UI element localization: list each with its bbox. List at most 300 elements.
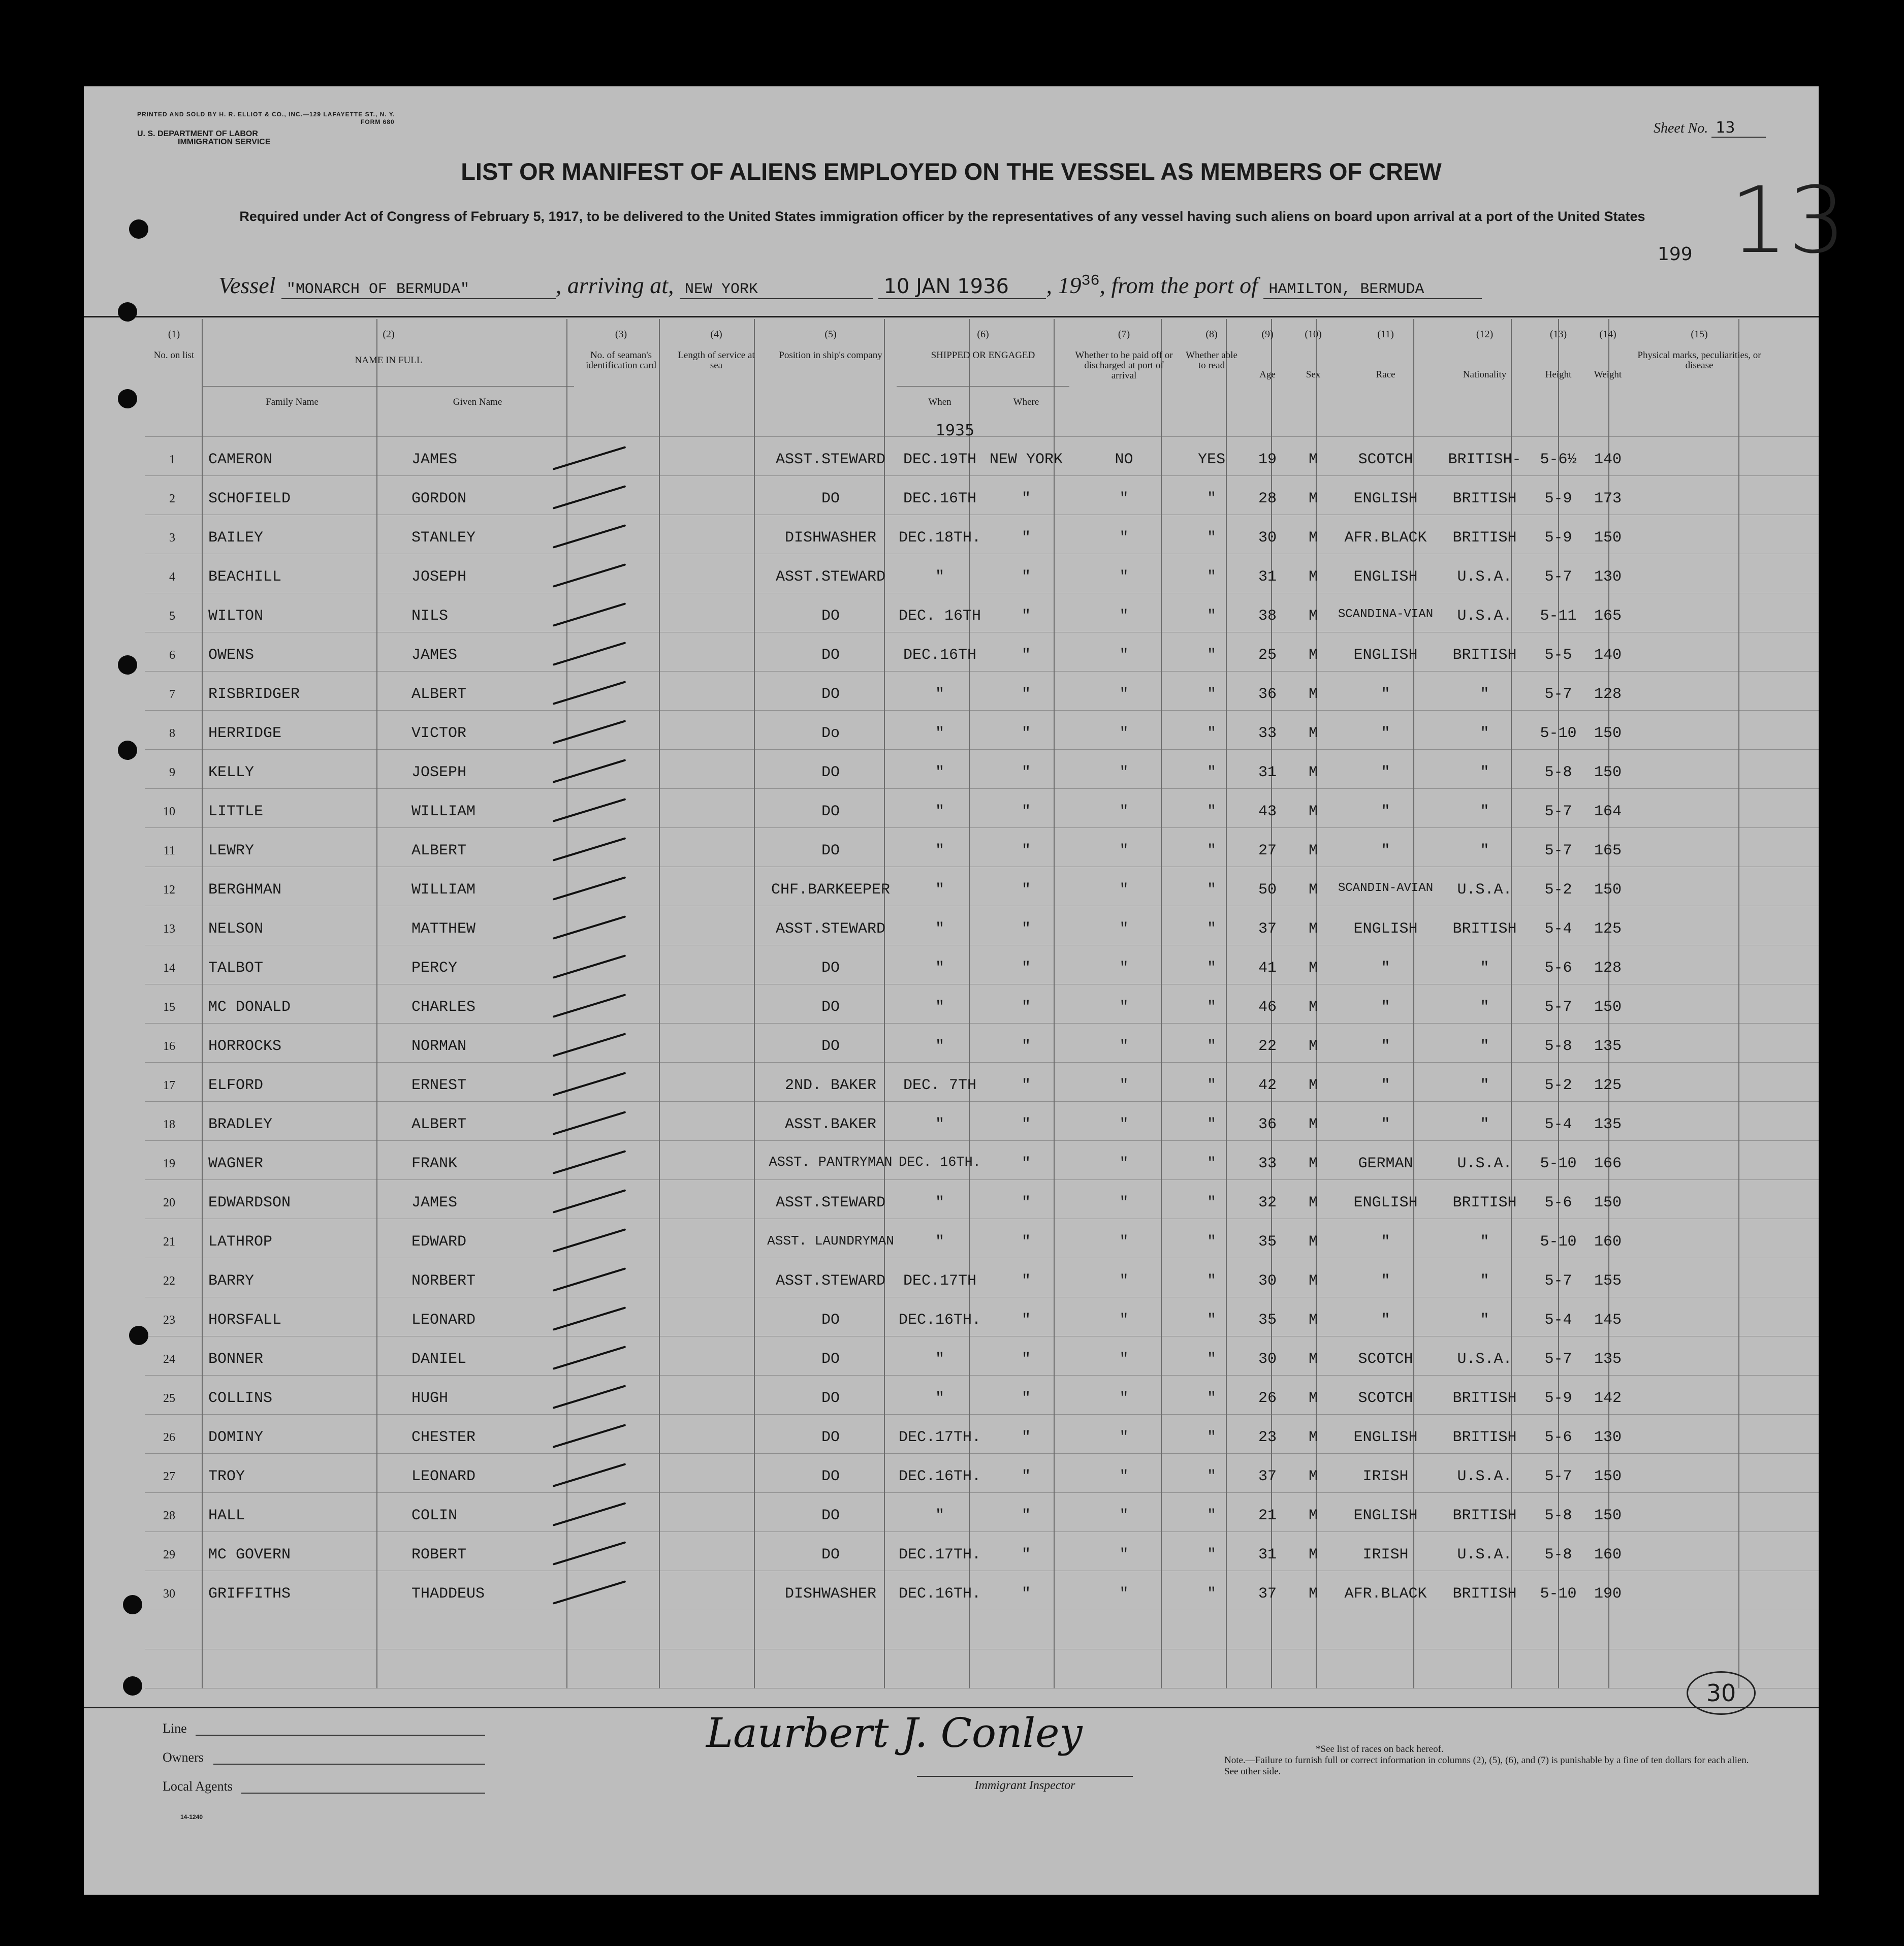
c9-label: Age — [1259, 369, 1276, 380]
cell-age: 22 — [1258, 1038, 1277, 1055]
cell-paid: " — [1119, 1155, 1129, 1172]
punch-hole — [129, 219, 148, 239]
line-field — [196, 1735, 485, 1736]
c12-label: Nationality — [1463, 369, 1507, 380]
cell-sex: M — [1308, 1429, 1318, 1446]
cell-age: 50 — [1258, 881, 1277, 899]
cell-read: " — [1207, 999, 1216, 1016]
circled-total: 30 — [1687, 1671, 1756, 1715]
row-number: 7 — [169, 688, 175, 701]
cell-where: " — [1021, 568, 1031, 586]
vessel-label: Vessel — [218, 272, 276, 298]
local-agents-label: Local Agents — [163, 1779, 233, 1794]
cell-position: DO — [821, 803, 840, 820]
row-number: 30 — [163, 1587, 175, 1601]
owners-field — [213, 1764, 485, 1765]
cell-read: " — [1207, 764, 1216, 781]
cell-weight: 130 — [1594, 568, 1622, 586]
cell-given: NORMAN — [411, 1038, 467, 1055]
cell-paid: " — [1119, 1429, 1129, 1446]
cell-nationality: U.S.A. — [1457, 1468, 1512, 1485]
cell-weight: 155 — [1594, 1272, 1622, 1290]
cell-weight: 135 — [1594, 1038, 1622, 1055]
cell-given: ALBERT — [411, 686, 467, 703]
races-note: *See list of races on back hereof. — [1316, 1744, 1444, 1754]
cell-family: HERRIDGE — [208, 725, 282, 742]
cell-read: " — [1207, 1546, 1216, 1564]
cell-nationality: " — [1480, 960, 1489, 977]
cell-where: " — [1021, 1272, 1031, 1290]
cell-paid: " — [1119, 1351, 1129, 1368]
cell-where: " — [1021, 1194, 1031, 1211]
cell-where: " — [1021, 1038, 1031, 1055]
cell-race: AFR.BLACK — [1344, 529, 1427, 547]
cell-paid: " — [1119, 647, 1129, 664]
cell-given: COLIN — [411, 1507, 458, 1524]
cell-family: TALBOT — [208, 960, 264, 977]
cell-nationality: U.S.A. — [1457, 881, 1512, 899]
cell-nationality: U.S.A. — [1457, 608, 1512, 625]
cell-position: CHF.BARKEEPER — [771, 881, 891, 899]
cell-read: " — [1207, 1390, 1216, 1407]
cell-nationality: " — [1480, 1312, 1489, 1329]
cell-where: " — [1021, 803, 1031, 820]
row-number: 28 — [163, 1509, 175, 1522]
cell-nationality: " — [1480, 1233, 1489, 1251]
cell-nationality: " — [1480, 764, 1489, 781]
cell-age: 28 — [1258, 490, 1277, 507]
cell-when: " — [935, 1233, 944, 1251]
cell-race: " — [1381, 1272, 1390, 1290]
cell-family: NELSON — [208, 920, 264, 938]
cell-weight: 150 — [1594, 999, 1622, 1016]
grid-row — [145, 1610, 1819, 1649]
cell-family: OWENS — [208, 647, 255, 664]
cell-height: 5-7 — [1544, 686, 1572, 703]
c13-number: (13) — [1549, 329, 1567, 340]
cell-read: " — [1207, 1312, 1216, 1329]
cell-age: 35 — [1258, 1312, 1277, 1329]
cell-nationality: " — [1480, 1077, 1489, 1094]
cell-weight: 130 — [1594, 1429, 1622, 1446]
cell-age: 27 — [1258, 842, 1277, 859]
cell-nationality: " — [1480, 1272, 1489, 1290]
cell-height: 5-7 — [1544, 1351, 1572, 1368]
cell-position: ASST.STEWARD — [775, 568, 886, 586]
cell-sex: M — [1308, 1351, 1318, 1368]
cell-weight: 150 — [1594, 529, 1622, 547]
cell-paid: " — [1119, 529, 1129, 547]
cell-family: BRADLEY — [208, 1116, 273, 1133]
family-name-header: Family Name — [266, 397, 319, 407]
cell-read: " — [1207, 842, 1216, 859]
c10-number: (10) — [1305, 329, 1322, 340]
row-number: 3 — [169, 531, 175, 545]
cell-sex: M — [1308, 999, 1318, 1016]
cell-nationality: " — [1480, 999, 1489, 1016]
cell-read: " — [1207, 1507, 1216, 1524]
cell-where: " — [1021, 1546, 1031, 1564]
row-number: 17 — [163, 1079, 175, 1092]
cell-height: 5-7 — [1544, 842, 1572, 859]
cell-age: 30 — [1258, 1351, 1277, 1368]
cell-given: ALBERT — [411, 842, 467, 859]
cell-given: JAMES — [411, 451, 458, 468]
cell-when: " — [935, 686, 944, 703]
cell-sex: M — [1308, 647, 1318, 664]
sheet-number-value: 13 — [1711, 119, 1765, 138]
cell-paid: " — [1119, 1585, 1129, 1603]
row-number: 25 — [163, 1392, 175, 1405]
cell-position: DO — [821, 1507, 840, 1524]
cell-race: " — [1381, 803, 1390, 820]
cell-position: ASST. PANTRYMAN — [769, 1155, 893, 1170]
cell-race: ENGLISH — [1353, 1194, 1418, 1211]
cell-position: 2ND. BAKER — [784, 1077, 877, 1094]
page-title: LIST OR MANIFEST OF ALIENS EMPLOYED ON THE VESSEL AS MEMBERS OF CREW — [461, 158, 1442, 185]
cell-age: 41 — [1258, 960, 1277, 977]
row-number: 9 — [169, 766, 175, 779]
cell-paid: " — [1119, 881, 1129, 899]
row-number: 8 — [169, 727, 175, 740]
cell-race: " — [1381, 686, 1390, 703]
cell-given: CHESTER — [411, 1429, 476, 1446]
cell-when: " — [935, 725, 944, 742]
cell-height: 5-7 — [1544, 568, 1572, 586]
cell-race: IRISH — [1362, 1546, 1409, 1564]
cell-family: EDWARDSON — [208, 1194, 291, 1211]
cell-read: " — [1207, 1155, 1216, 1172]
printer-imprint — [137, 111, 395, 126]
cell-position: DO — [821, 490, 840, 507]
c7-number: (7) — [1118, 329, 1130, 340]
cell-read: " — [1207, 725, 1216, 742]
form-code: 14-1240 — [180, 1813, 203, 1821]
cell-nationality: BRITISH — [1452, 1390, 1517, 1407]
punch-hole — [118, 741, 137, 760]
cell-age: 36 — [1258, 1116, 1277, 1133]
cell-age: 46 — [1258, 999, 1277, 1016]
cell-when: DEC.17TH. — [898, 1429, 981, 1446]
row-number: 26 — [163, 1431, 175, 1444]
cell-family: GRIFFITHS — [208, 1585, 291, 1603]
cell-given: ERNEST — [411, 1077, 467, 1094]
cell-family: LATHROP — [208, 1233, 273, 1251]
cell-read: " — [1207, 647, 1216, 664]
cell-paid: " — [1119, 1116, 1129, 1133]
cell-given: DANIEL — [411, 1351, 467, 1368]
cell-paid: " — [1119, 608, 1129, 625]
row-number: 13 — [163, 922, 175, 936]
cell-read: " — [1207, 881, 1216, 899]
c3-number: (3) — [615, 329, 627, 340]
owners-label: Owners — [163, 1750, 204, 1765]
cell-age: 31 — [1258, 568, 1277, 586]
manifest-sheet — [84, 86, 1847, 1895]
cell-race: SCANDINA-VIAN — [1338, 608, 1434, 621]
cell-height: 5-5 — [1544, 647, 1572, 664]
cell-where: " — [1021, 1585, 1031, 1603]
cell-age: 19 — [1258, 451, 1277, 468]
cell-where: " — [1021, 920, 1031, 938]
cell-race: " — [1381, 960, 1390, 977]
cell-paid: " — [1119, 686, 1129, 703]
row-number: 24 — [163, 1353, 175, 1366]
cell-read: " — [1207, 960, 1216, 977]
cell-paid: " — [1119, 490, 1129, 507]
cell-sex: M — [1308, 920, 1318, 938]
cell-when: DEC.16TH — [903, 647, 977, 664]
cell-sex: M — [1308, 1038, 1318, 1055]
cell-age: 31 — [1258, 764, 1277, 781]
cell-given: ROBERT — [411, 1546, 467, 1564]
cell-where: " — [1021, 1155, 1031, 1172]
cell-nationality: " — [1480, 1038, 1489, 1055]
cell-when: " — [935, 920, 944, 938]
cell-nationality: BRITISH — [1452, 529, 1517, 547]
cell-given: STANLEY — [411, 529, 476, 547]
cell-position: DO — [821, 608, 840, 625]
cell-paid: " — [1119, 1546, 1129, 1564]
cell-weight: 135 — [1594, 1351, 1622, 1368]
row-number: 12 — [163, 883, 175, 897]
row-number: 10 — [163, 805, 175, 818]
cell-weight: 128 — [1594, 686, 1622, 703]
cell-position: DO — [821, 764, 840, 781]
cell-family: KELLY — [208, 764, 255, 781]
cell-given: JOSEPH — [411, 764, 467, 781]
cell-weight: 150 — [1594, 1194, 1622, 1211]
punch-hole — [118, 389, 137, 408]
cell-sex: M — [1308, 1468, 1318, 1485]
cell-position: DO — [821, 1351, 840, 1368]
cell-height: 5-11 — [1540, 608, 1577, 625]
cell-sex: M — [1308, 1507, 1318, 1524]
c15-label: Physical marks, peculiarities, or disease — [1637, 350, 1761, 371]
sheet-number-label: Sheet No. — [1654, 120, 1708, 136]
cell-when: DEC.16TH — [903, 490, 977, 507]
cell-age: 21 — [1258, 1507, 1277, 1524]
c12-number: (12) — [1476, 329, 1494, 340]
cell-height: 5-6 — [1544, 960, 1572, 977]
cell-where: " — [1021, 1429, 1031, 1446]
cell-sex: M — [1308, 608, 1318, 625]
cell-paid: " — [1119, 1038, 1129, 1055]
cell-height: 5-9 — [1544, 490, 1572, 507]
cell-race: ENGLISH — [1353, 1507, 1418, 1524]
cell-age: 37 — [1258, 920, 1277, 938]
cell-where: " — [1021, 1468, 1031, 1485]
c9-number: (9) — [1261, 329, 1274, 340]
c7-label: Whether to be paid off or discharged at port of arrival — [1075, 350, 1173, 381]
cell-read: " — [1207, 1468, 1216, 1485]
cell-race: SCANDIN-AVIAN — [1338, 881, 1434, 895]
departure-port: HAMILTON, BERMUDA — [1263, 281, 1482, 299]
cell-weight: 150 — [1594, 764, 1622, 781]
cell-family: HORROCKS — [208, 1038, 282, 1055]
cell-when: " — [935, 1351, 944, 1368]
cell-family: COLLINS — [208, 1390, 273, 1407]
cell-sex: M — [1308, 529, 1318, 547]
cell-where: " — [1021, 842, 1031, 859]
c1-label: No. on list — [153, 350, 195, 361]
cell-given: LEONARD — [411, 1312, 476, 1329]
cell-family: ELFORD — [208, 1077, 264, 1094]
cell-sex: M — [1308, 1077, 1318, 1094]
cell-paid: " — [1119, 1233, 1129, 1251]
cell-when: DEC. 16TH — [898, 608, 981, 625]
cell-where: " — [1021, 490, 1031, 507]
cell-height: 5-7 — [1544, 1272, 1572, 1290]
year-prefix: , 19 — [1046, 272, 1082, 298]
cell-position: DO — [821, 1429, 840, 1446]
cell-age: 30 — [1258, 1272, 1277, 1290]
cell-where: NEW YORK — [989, 451, 1063, 468]
cell-weight: 142 — [1594, 1390, 1622, 1407]
cell-family: LEWRY — [208, 842, 255, 859]
cell-given: NORBERT — [411, 1272, 476, 1290]
cell-position: ASST.STEWARD — [775, 1194, 886, 1211]
cell-given: JAMES — [411, 647, 458, 664]
c11-label: Race — [1376, 369, 1395, 380]
cell-read: " — [1207, 1233, 1216, 1251]
cell-age: 38 — [1258, 608, 1277, 625]
cell-paid: " — [1119, 960, 1129, 977]
cell-height: 5-8 — [1544, 1038, 1572, 1055]
c13-label: Height — [1545, 369, 1572, 380]
cell-where: " — [1021, 1116, 1031, 1133]
handwritten-sheet-number: 13 — [1730, 168, 1847, 274]
cell-height: 5-6 — [1544, 1429, 1572, 1446]
cell-height: 5-8 — [1544, 1507, 1572, 1524]
cell-nationality: " — [1480, 842, 1489, 859]
cell-height: 5-4 — [1544, 1312, 1572, 1329]
row-number: 14 — [163, 962, 175, 975]
cell-height: 5-8 — [1544, 764, 1572, 781]
cell-family: WAGNER — [208, 1155, 264, 1172]
cell-weight: 166 — [1594, 1155, 1622, 1172]
cell-height: 5-6½ — [1540, 451, 1577, 468]
row-number: 4 — [169, 570, 175, 584]
cell-weight: 173 — [1594, 490, 1622, 507]
punch-hole — [118, 655, 137, 675]
punch-hole — [118, 302, 137, 322]
c6-label: SHIPPED OR ENGAGED — [931, 350, 1035, 361]
cell-race: ENGLISH — [1353, 1429, 1418, 1446]
cell-position: DO — [821, 1546, 840, 1564]
cell-when: " — [935, 999, 944, 1016]
shipped-header-rule — [897, 386, 1069, 387]
cell-sex: M — [1308, 1233, 1318, 1251]
cell-race: ENGLISH — [1353, 920, 1418, 938]
cell-sex: M — [1308, 1194, 1318, 1211]
cell-nationality: U.S.A. — [1457, 1155, 1512, 1172]
cell-race: GERMAN — [1358, 1155, 1413, 1172]
cell-age: 35 — [1258, 1233, 1277, 1251]
row-number: 18 — [163, 1118, 175, 1131]
cell-position: Do — [821, 725, 840, 742]
cell-height: 5-10 — [1540, 1585, 1577, 1603]
cell-family: MC DONALD — [208, 999, 291, 1016]
cell-paid: " — [1119, 1312, 1129, 1329]
local-agents-field — [241, 1793, 485, 1794]
grid-row — [145, 1649, 1819, 1688]
cell-given: HUGH — [411, 1390, 449, 1407]
cell-height: 5-9 — [1544, 529, 1572, 547]
cell-when: " — [935, 1390, 944, 1407]
cell-where: " — [1021, 881, 1031, 899]
cell-where: " — [1021, 1507, 1031, 1524]
form-number: FORM 680 — [361, 118, 395, 125]
cell-age: 26 — [1258, 1390, 1277, 1407]
cell-family: TROY — [208, 1468, 245, 1485]
c5-number: (5) — [824, 329, 837, 340]
cell-read: " — [1207, 1116, 1216, 1133]
cell-position: DO — [821, 842, 840, 859]
cell-height: 5-8 — [1544, 1546, 1572, 1564]
cell-position: DO — [821, 647, 840, 664]
cell-nationality: BRITISH — [1452, 1585, 1517, 1603]
vessel-line — [218, 272, 1482, 299]
cell-given: GORDON — [411, 490, 467, 507]
cell-position: DO — [821, 1038, 840, 1055]
cell-position: DO — [821, 960, 840, 977]
cell-height: 5-10 — [1540, 1233, 1577, 1251]
cell-age: 33 — [1258, 725, 1277, 742]
cell-race: " — [1381, 1116, 1390, 1133]
page-number: 199 — [1658, 244, 1693, 265]
cell-read: " — [1207, 1351, 1216, 1368]
cell-sex: M — [1308, 1390, 1318, 1407]
cell-race: ENGLISH — [1353, 647, 1418, 664]
cell-given: VICTOR — [411, 725, 467, 742]
cell-position: DO — [821, 1468, 840, 1485]
cell-position: DO — [821, 686, 840, 703]
cell-sex: M — [1308, 764, 1318, 781]
row-number: 2 — [169, 492, 175, 505]
cell-race: SCOTCH — [1358, 1351, 1413, 1368]
cell-weight: 125 — [1594, 1077, 1622, 1094]
c2-label: NAME IN FULL — [355, 355, 423, 366]
cell-when: DEC.18TH. — [898, 529, 981, 547]
cell-family: BARRY — [208, 1272, 255, 1290]
sheet-number — [1654, 119, 1766, 137]
cell-paid: " — [1119, 1390, 1129, 1407]
cell-age: 42 — [1258, 1077, 1277, 1094]
cell-read: " — [1207, 686, 1216, 703]
cell-height: 5-10 — [1540, 725, 1577, 742]
c8-label: Whether able to read — [1186, 350, 1237, 371]
cell-paid: " — [1119, 920, 1129, 938]
cell-when: DEC. 16TH. — [898, 1155, 981, 1170]
cell-family: CAMERON — [208, 451, 273, 468]
row-number: 15 — [163, 1001, 175, 1014]
cell-when: DEC.17TH — [903, 1272, 977, 1290]
cell-race: " — [1381, 1038, 1390, 1055]
arrival-port: NEW YORK — [680, 281, 873, 299]
cell-paid: NO — [1115, 451, 1133, 468]
cell-where: " — [1021, 1390, 1031, 1407]
cell-race: ENGLISH — [1353, 568, 1418, 586]
c11-number: (11) — [1377, 329, 1394, 340]
row-number: 5 — [169, 610, 175, 623]
cell-nationality: " — [1480, 686, 1489, 703]
cell-family: HORSFALL — [208, 1312, 282, 1329]
cell-nationality: " — [1480, 803, 1489, 820]
department-name: U. S. DEPARTMENT OF LABOR — [137, 130, 258, 138]
cell-nationality: U.S.A. — [1457, 1351, 1512, 1368]
service-name: IMMIGRATION SERVICE — [178, 138, 271, 146]
